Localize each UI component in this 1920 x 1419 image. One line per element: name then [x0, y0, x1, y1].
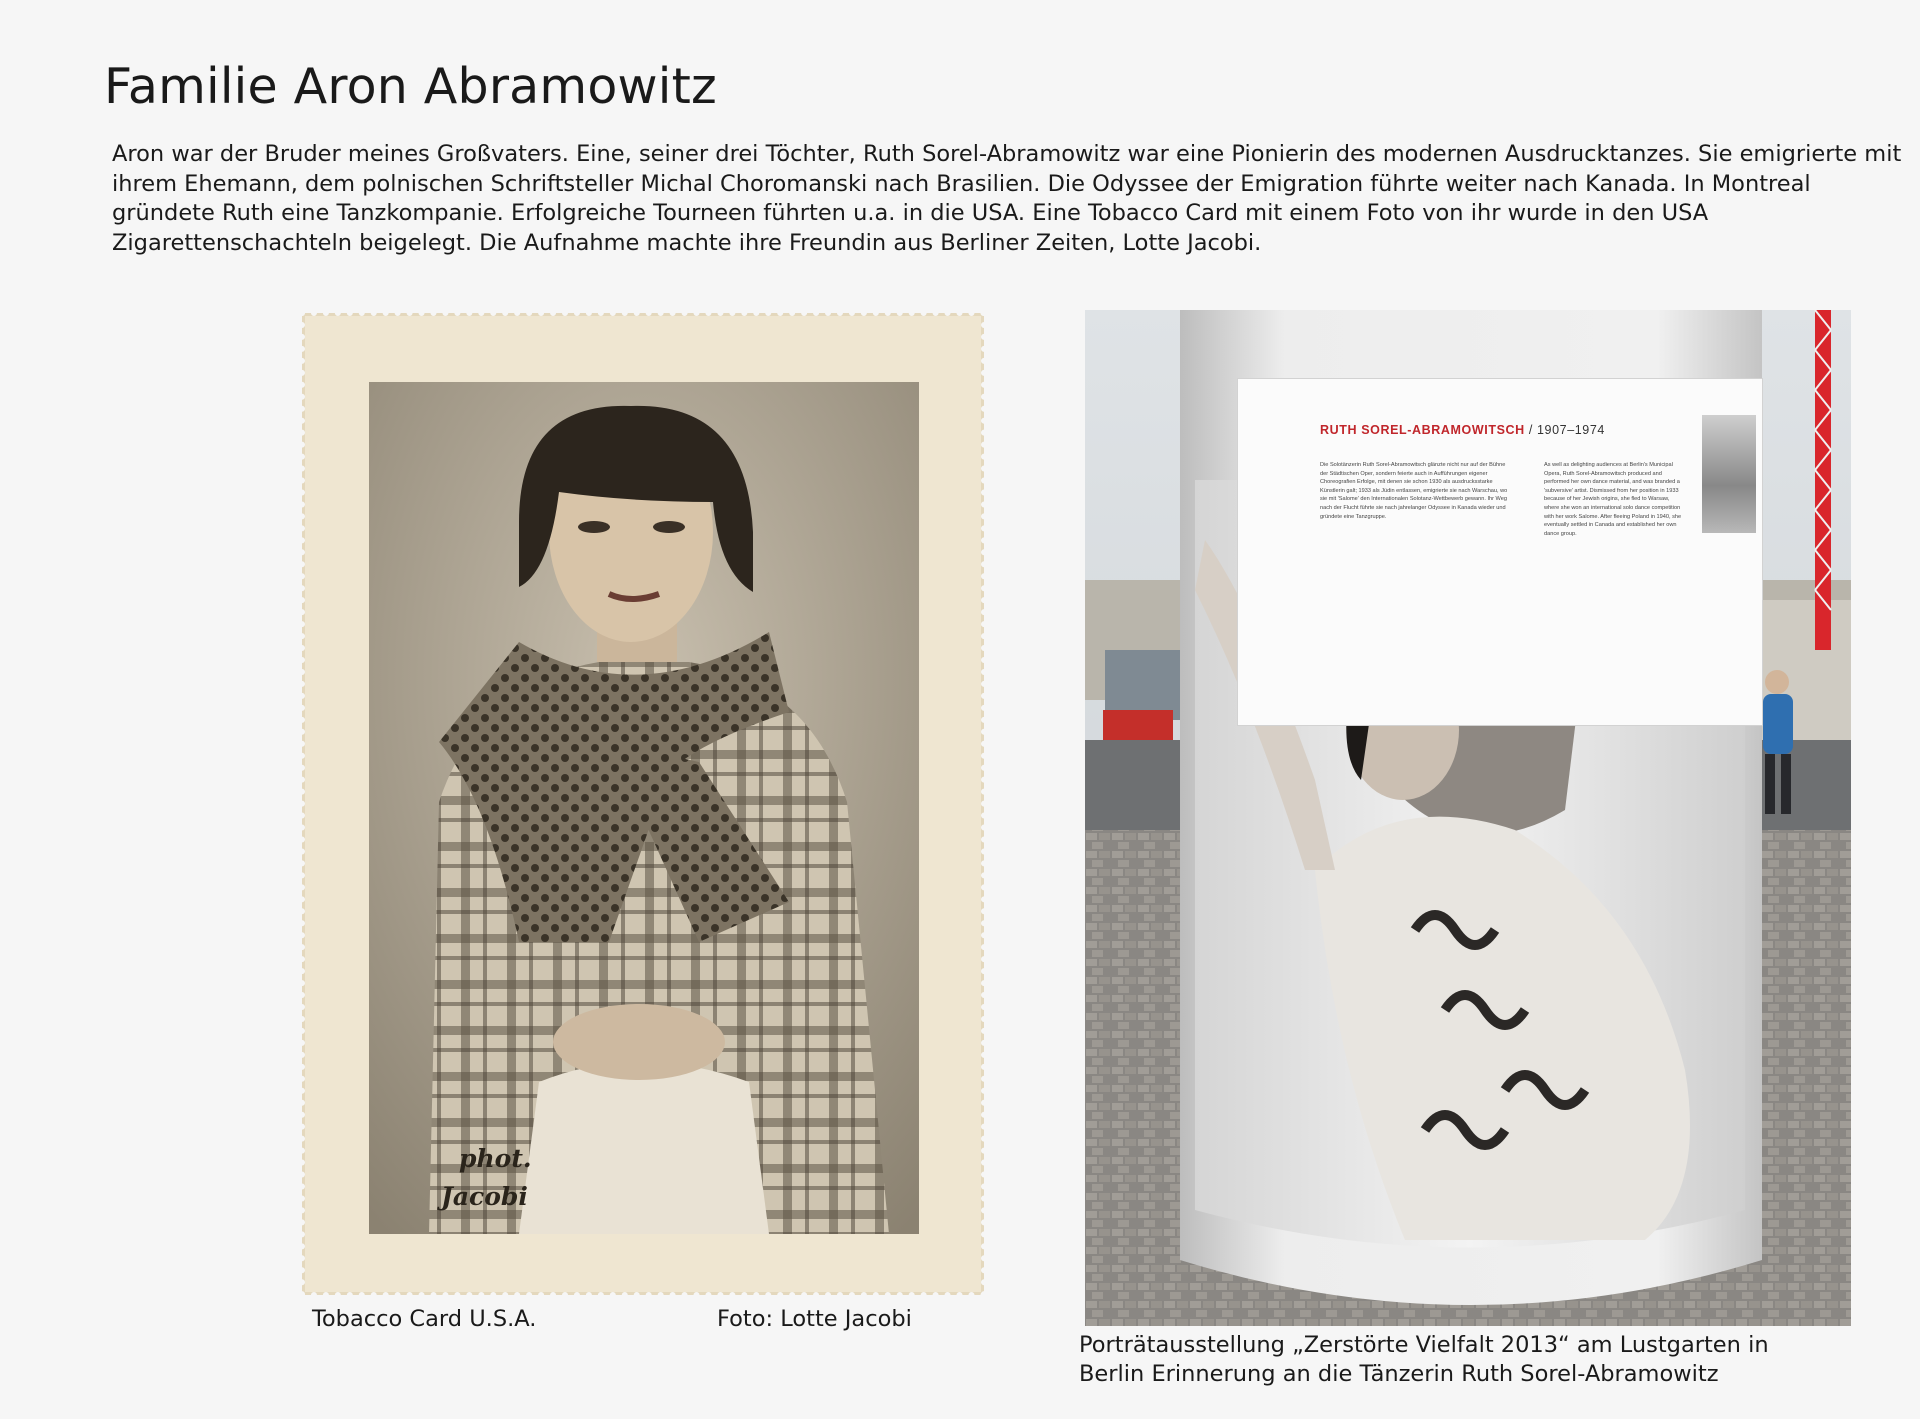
caption-tobacco-card: Tobacco Card U.S.A. [312, 1306, 537, 1332]
poster-name: RUTH SOREL-ABRAMOWITSCH [1320, 423, 1525, 437]
advertising-column-photo [1085, 310, 1851, 1326]
tobacco-card [305, 316, 981, 1292]
tobacco-card-portrait [369, 382, 919, 1234]
intro-paragraph: Aron war der Bruder meines Großvaters. Eine, seiner drei Töchter, Ruth Sorel-Abramowitz war eine Pionierin des modernen Ausdrucktanzes. Sie emigrierte mit ihrem Ehemann, dem polnischen Schriftsteller Michal Choromanski nach Brasilien. Die Odyssee der Emigration führte weiter nach Kanada. In Montreal gründete Ruth eine Tanzkompanie. Erfolgreiche Tourneen führten u.a. in die USA. Eine Tobacco Card mit einem Foto von ihr wurde in den USA Zigarettenschachteln beigelegt. Die Aufnahme machte ihre Freundin aus Berliner Zeiten, Lotte Jacobi. [112, 141, 1902, 256]
photo-credit-stamp [441, 1140, 532, 1216]
poster-text-english: As well as delighting audiences at Berlin's Municipal Opera, Ruth Sorel-Abramowitsch produced and performed her own dance material, and was branded a 'subversive' artist. Dismissed from her position in 1933 because of her Jewish origins, she fled to Warsaw, where she won an international solo dance competition with her work Salome. After fleeing Poland in 1940, she eventually settled in Canada and established her own dance group. [1544, 462, 1682, 537]
poster-thumbnail-photo [1702, 415, 1756, 533]
poster-panel [1237, 378, 1763, 726]
caption-column-photo: Porträtausstellung „Zerstörte Vielfalt 2013“ am Lustgarten in Berlin Erinnerung an die Tänzerin Ruth Sorel-Abramowitz [1079, 1332, 1769, 1387]
poster-text-german: Die Solotänzerin Ruth Sorel-Abramowitsch glänzte nicht nur auf der Bühne der Städtischen Oper, sondern feierte auch in Aufführungen eigener Choreografien Erfolge, mit denen sie schon 1930 als ausdrucksstarke Künstlerin galt; 1933 als Jüdin entlassen, emigrierte sie nach Warschau, wo sie mit 'Salome' den Internationalen Solotanz-Wettbewerb gewann. Ihr Weg nach der Flucht führte sie nach jahrelanger Odyssee in Kanada wieder und gründete eine Tanzgruppe. [1320, 462, 1508, 520]
poster-dates: / 1907–1974 [1524, 423, 1605, 437]
caption-photo-credit: Foto: Lotte Jacobi [717, 1306, 912, 1332]
photo-credit-line-2: Jacobi [441, 1182, 528, 1211]
portrait-illustration [369, 382, 919, 1234]
photo-credit-line-1: phot. [459, 1144, 532, 1173]
page-title: Familie Aron Abramowitz [104, 58, 717, 115]
poster-heading [1320, 423, 1605, 437]
